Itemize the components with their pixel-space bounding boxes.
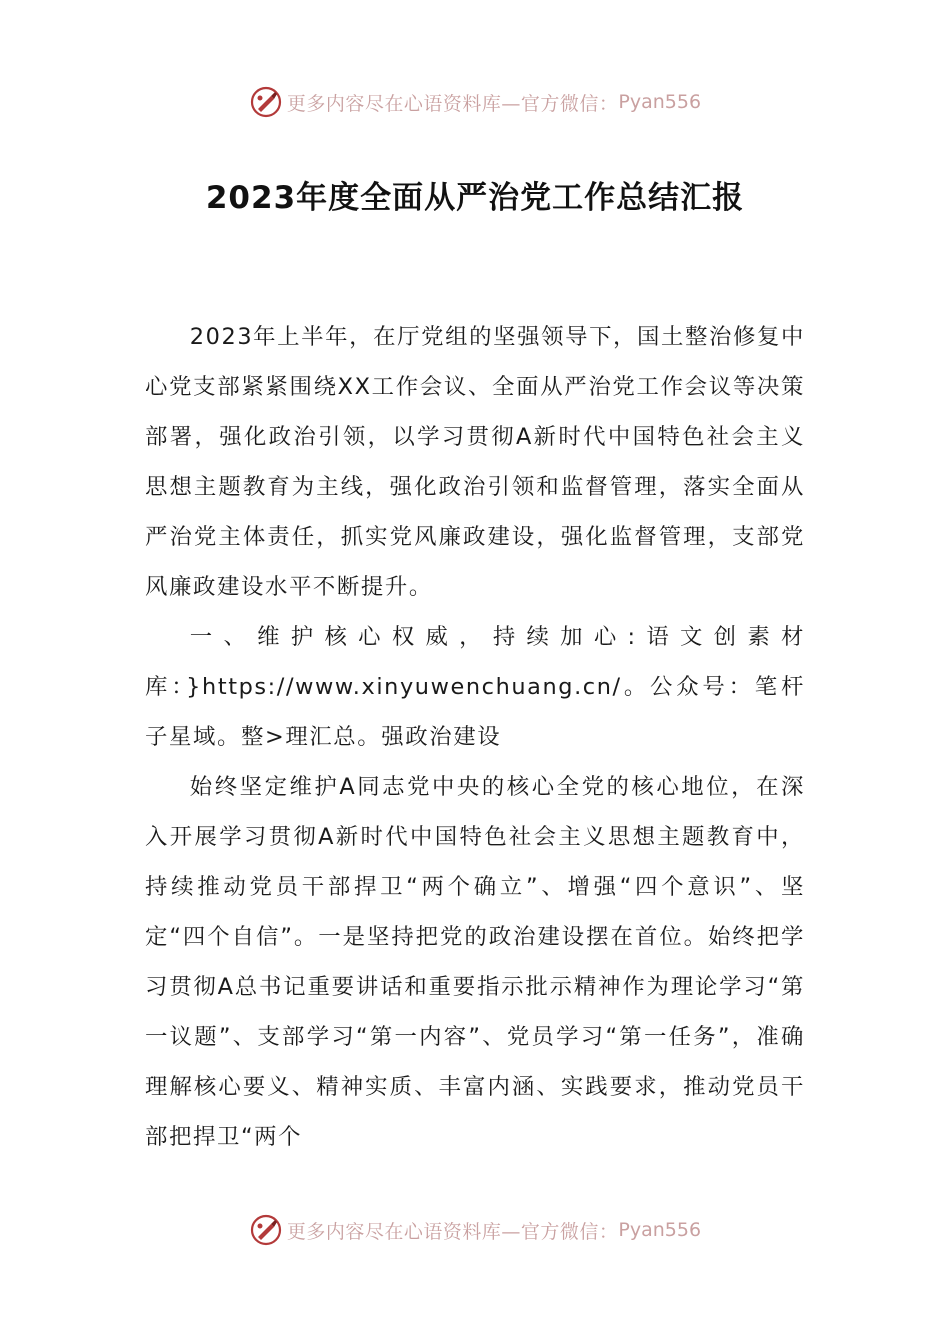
paragraph-section-body: 始终坚定维护A同志党中央的核心全党的核心地位，在深入开展学习贯彻A新时代中国特色社会主义思想主题教育中，持续推动党员干部捍卫“两个确立”、增强“四个意识”、坚定“四个自信”。一是坚持把党的政治建设摆在首位。始终把学习贯彻A总书记重要讲话和重要指示批示精神作为理论学习“第一议题”、支部学习“第一内容”、党员学习“第一任务”，准确理解核心要义、精神实质、丰富内涵、实践要求，推动党员干部把捍卫“两个 — [145, 774, 805, 1150]
watermark-header — [0, 82, 950, 122]
pen-logo-icon — [249, 1213, 283, 1247]
paragraph-intro: 2023年上半年，在厅党组的坚强领导下，国土整治修复中心党支部紧紧围绕XX工作会议、全面从严治党工作会议等决策部署，强化政治引领，以学习贯彻A新时代中国特色社会主义思想主题教育为主线，强化政治引领和监督管理，落实全面从严治党主体责任，抓实党风廉政建设，强化监督管理，支部党风廉政建设水平不断提升。 — [145, 324, 805, 600]
watermark-text: 更多内容尽在心语资料库—官方微信： — [286, 1220, 619, 1243]
watermark-wechat-id: Pyan556 — [618, 1219, 702, 1241]
watermark-text: 更多内容尽在心语资料库—官方微信： — [286, 92, 619, 115]
watermark-footer — [0, 1210, 950, 1250]
watermark-wechat-id: Pyan556 — [618, 91, 702, 113]
document-title: 2023年度全面从严治党工作总结汇报 — [205, 180, 745, 216]
pen-logo-icon — [249, 85, 283, 119]
paragraph-section-heading: 一、维护核心权威，持续加心:语文创素材库：}https://www.xinyuwenchuang.cn/。公众号：笔杆子星域。整>理汇总。强政治建设 — [145, 624, 805, 750]
document-body — [145, 312, 805, 1162]
